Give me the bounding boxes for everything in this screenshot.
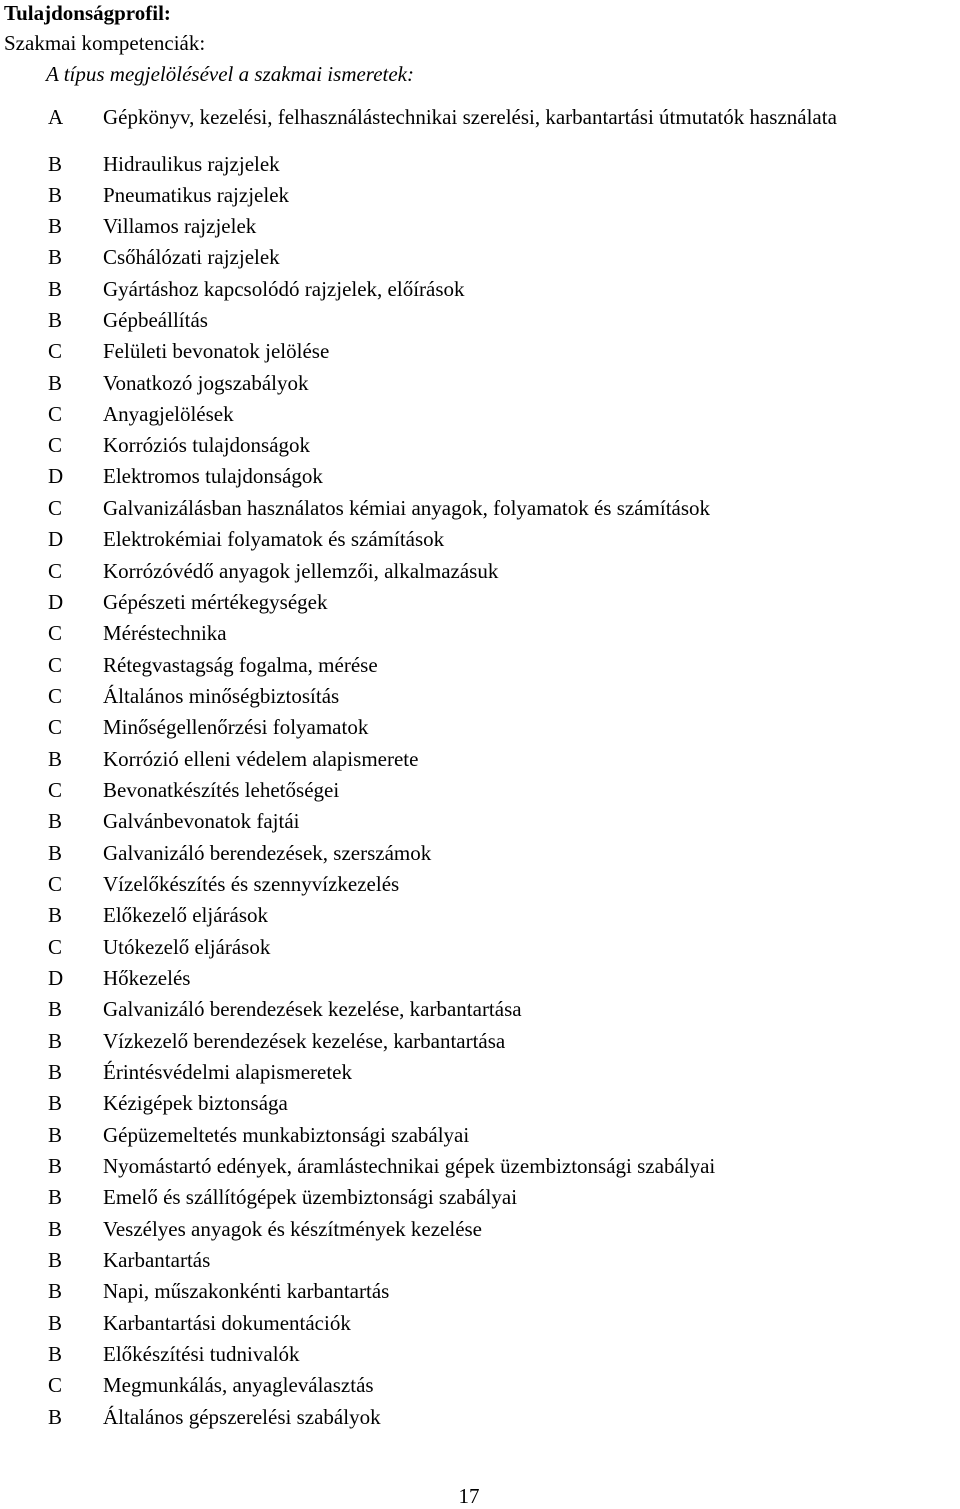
level-code: C: [48, 684, 63, 708]
list-item: [0, 212, 960, 240]
list-item: [0, 557, 960, 585]
list-item: [0, 275, 960, 303]
level-code: C: [48, 872, 63, 896]
level-code: C: [48, 402, 63, 426]
list-item: [0, 870, 960, 898]
level-code: C: [48, 653, 63, 677]
subsection-title: A típus megjelölésével a szakmai ismeretek:: [46, 62, 414, 86]
level-code: C: [48, 1373, 63, 1397]
level-code: B: [48, 277, 63, 301]
list-item: [0, 651, 960, 679]
level-code: B: [48, 1091, 63, 1115]
list-item: [0, 807, 960, 835]
topic-text: Méréstechnika: [103, 621, 227, 645]
topic-text: Utókezelő eljárások: [103, 935, 271, 959]
list-item: [0, 103, 960, 131]
list-item: [0, 1403, 960, 1431]
level-code: B: [48, 1311, 63, 1335]
topic-text: Karbantartási dokumentációk: [103, 1311, 351, 1335]
level-code: B: [48, 903, 63, 927]
level-code: B: [48, 809, 63, 833]
topic-text: Karbantartás: [103, 1248, 211, 1272]
level-code: C: [48, 715, 63, 739]
topic-text: Gépüzemeltetés munkabiztonsági szabályai: [103, 1123, 470, 1147]
list-item: [0, 901, 960, 929]
topic-text: Kézigépek biztonsága: [103, 1091, 288, 1115]
level-code: B: [48, 997, 63, 1021]
topic-text: Korrózió elleni védelem alapismerete: [103, 747, 419, 771]
level-code: B: [48, 183, 63, 207]
topic-text: Rétegvastagság fogalma, mérése: [103, 653, 378, 677]
list-item: [0, 1058, 960, 1086]
topic-text: Csőhálózati rajzjelek: [103, 245, 280, 269]
topic-text: Elektromos tulajdonságok: [103, 464, 323, 488]
topic-text: Általános minőségbiztosítás: [103, 684, 340, 708]
level-code: C: [48, 778, 63, 802]
topic-text: Elektrokémiai folyamatok és számítások: [103, 527, 445, 551]
topic-text: Galvanizáló berendezések kezelése, karbantartása: [103, 997, 522, 1021]
level-code: B: [48, 841, 63, 865]
topic-text: Felületi bevonatok jelölése: [103, 339, 330, 363]
level-code: B: [48, 1405, 63, 1429]
list-item: [0, 1183, 960, 1211]
list-item: [0, 150, 960, 178]
list-item: [0, 839, 960, 867]
list-item: [0, 995, 960, 1023]
level-code: B: [48, 245, 63, 269]
level-code: B: [48, 1248, 63, 1272]
list-item: [0, 1371, 960, 1399]
level-code: D: [48, 527, 64, 551]
list-item: [0, 306, 960, 334]
level-code: B: [48, 1185, 63, 1209]
level-code: C: [48, 339, 63, 363]
level-code: C: [48, 496, 63, 520]
list-item: [0, 964, 960, 992]
topic-text: Korróziós tulajdonságok: [103, 433, 311, 457]
level-code: D: [48, 464, 64, 488]
topic-text: Gépészeti mértékegységek: [103, 590, 328, 614]
list-item: [0, 400, 960, 428]
topic-text: Minőségellenőrzési folyamatok: [103, 715, 369, 739]
level-code: C: [48, 935, 63, 959]
topic-text: Általános gépszerelési szabályok: [103, 1405, 381, 1429]
level-code: B: [48, 1154, 63, 1178]
topic-text: Vízelőkészítés és szennyvízkezelés: [103, 872, 400, 896]
level-code: B: [48, 152, 63, 176]
level-code: B: [48, 1279, 63, 1303]
level-code: B: [48, 1123, 63, 1147]
topic-text: Anyagjelölések: [103, 402, 234, 426]
level-code: B: [48, 214, 63, 238]
level-code: B: [48, 1060, 63, 1084]
topic-text: Hőkezelés: [103, 966, 191, 990]
level-code: C: [48, 621, 63, 645]
list-item: [0, 337, 960, 365]
topic-text: Vonatkozó jogszabályok: [103, 371, 309, 395]
list-item: [0, 494, 960, 522]
list-item: [0, 588, 960, 616]
list-item: [0, 619, 960, 647]
topic-text: Gépbeállítás: [103, 308, 208, 332]
topic-text: Megmunkálás, anyagleválasztás: [103, 1373, 374, 1397]
topic-text: Pneumatikus rajzjelek: [103, 183, 290, 207]
list-item: [0, 933, 960, 961]
list-item: [0, 1309, 960, 1337]
page-number: 17: [458, 1484, 480, 1508]
level-code: D: [48, 590, 64, 614]
list-item: [0, 243, 960, 271]
level-code: A: [48, 105, 64, 129]
list-item: [0, 1152, 960, 1180]
list-item: [0, 1027, 960, 1055]
topic-text: Napi, műszakonkénti karbantartás: [103, 1279, 390, 1303]
topic-text: Vízkezelő berendezések kezelése, karbantartása: [103, 1029, 506, 1053]
list-item: [0, 776, 960, 804]
topic-text: Galvanizálásban használatos kémiai anyagok, folyamatok és számítások: [103, 496, 711, 520]
section-title: Szakmai kompetenciák:: [4, 31, 206, 55]
level-code: B: [48, 1217, 63, 1241]
list-item: [0, 1089, 960, 1117]
level-code: C: [48, 559, 63, 583]
level-code: B: [48, 747, 63, 771]
list-item: [0, 1121, 960, 1149]
topic-text: Galvánbevonatok fajtái: [103, 809, 300, 833]
list-item: [0, 431, 960, 459]
list-item: [0, 1215, 960, 1243]
list-item: [0, 745, 960, 773]
level-code: B: [48, 371, 63, 395]
topic-text: Bevonatkészítés lehetőségei: [103, 778, 340, 802]
list-item: [0, 1246, 960, 1274]
topic-text: Hidraulikus rajzjelek: [103, 152, 280, 176]
level-code: D: [48, 966, 64, 990]
list-item: [0, 682, 960, 710]
list-item: [0, 369, 960, 397]
list-item: [0, 181, 960, 209]
list-item: [0, 713, 960, 741]
topic-text: Gépkönyv, kezelési, felhasználástechnikai szerelési, karbantartási útmutatók használata: [103, 105, 837, 129]
topic-text: Korrózóvédő anyagok jellemzői, alkalmazásuk: [103, 559, 499, 583]
topic-text: Előkezelő eljárások: [103, 903, 269, 927]
list-item: [0, 1340, 960, 1368]
level-code: B: [48, 308, 63, 332]
page-title: Tulajdonságprofil:: [4, 1, 171, 25]
level-code: B: [48, 1029, 63, 1053]
level-code: C: [48, 433, 63, 457]
topic-text: Nyomástartó edények, áramlástechnikai gépek üzembiztonsági szabályai: [103, 1154, 716, 1178]
topic-text: Előkészítési tudnivalók: [103, 1342, 300, 1366]
list-item: [0, 1277, 960, 1305]
topic-text: Emelő és szállítógépek üzembiztonsági szabályai: [103, 1185, 518, 1209]
level-code: B: [48, 1342, 63, 1366]
topic-text: Érintésvédelmi alapismeretek: [103, 1060, 352, 1084]
topic-text: Galvanizáló berendezések, szerszámok: [103, 841, 432, 865]
list-item: [0, 462, 960, 490]
list-item: [0, 525, 960, 553]
topic-text: Villamos rajzjelek: [103, 214, 257, 238]
topic-text: Veszélyes anyagok és készítmények kezelése: [103, 1217, 483, 1241]
topic-text: Gyártáshoz kapcsolódó rajzjelek, előírások: [103, 277, 465, 301]
